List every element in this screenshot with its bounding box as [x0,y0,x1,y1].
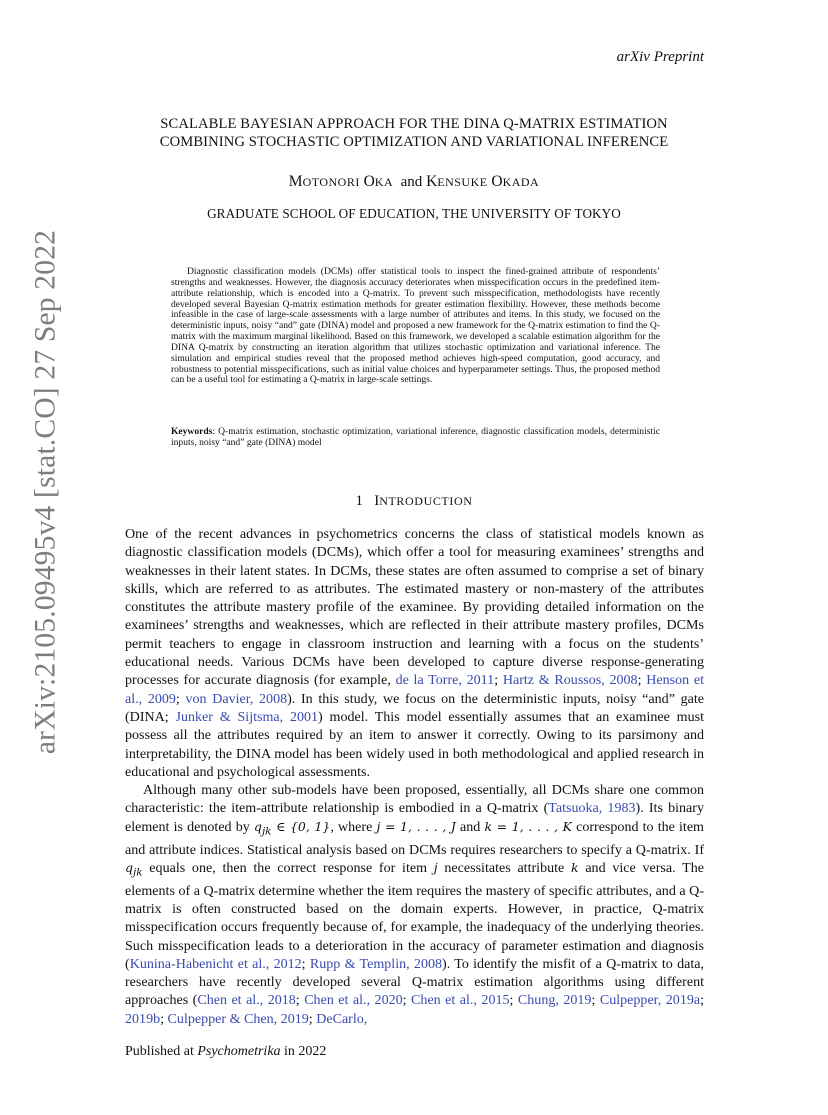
affiliation: GRADUATE SCHOOL OF EDUCATION, THE UNIVERSITY OF TOKYO [207,206,621,221]
keywords-label: Keywords [171,426,213,437]
citation-link[interactable]: Henson et al., 2009 [125,672,704,707]
math-inline: $q_{jk}$ [125,859,143,879]
citation-link[interactable]: Junker & Sijtsma, 2001 [175,708,319,725]
citation-link[interactable]: DeCarlo, [316,1010,368,1027]
citation-link[interactable]: 2019b [125,1010,161,1027]
citation-link[interactable]: Chen et al., 2020 [304,992,403,1009]
citation-link[interactable]: Culpepper, 2019a [599,992,701,1009]
citation-link[interactable]: Tatsuoka, 1983 [548,800,636,817]
citation-link[interactable]: Chen et al., 2015 [411,992,510,1009]
citation-link[interactable]: Rupp & Templin, 2008 [309,955,443,972]
publication-footer: Published at Psychometrika in 2022 [125,1044,327,1059]
math-inline: j [433,859,438,875]
citation-link[interactable]: Chen et al., 2018 [197,992,296,1009]
author-1: MOTONORI OKA [288,173,394,190]
abstract: Diagnostic classification models (DCMs) offer statistical tools to inspect the fined-grained attribute of respondents’ strengths and weaknesses. However, the diagnosis accuracy deteriorates when misspecification occurs in the predefined item-attribute relationship, which is encoded into a Q-matrix. To prevent such misspecification, methodologists have recently developed several Bayesian Q-matrix estimation methods for greater estimation flexibility. However, these methods become infeasible in the case of large-scale assessments with a large number of attributes and items. In this study, we focused on the deterministic inputs, noisy “and” gate (DINA) model and proposed a new framework for the Q-matrix estimation to find the Q-matrix with the maximum marginal likelihood. Based on this framework, we developed a scalable estimation algorithm for the DINA Q-matrix by constructing an iteration algorithm that utilizes stochastic optimization and variational inference. The simulation and empirical studies reveal that the proposed method achieves high-speed computation, good accuracy, and robustness to potential misspecifications, such as initial value choices and hyperparameter settings. Thus, the proposed method can be a useful tool for estimating a Q-matrix in large-scale settings. [171,266,660,386]
paper-title-line-1: SCALABLE BAYESIAN APPROACH FOR THE DINA Q-MATRIX ESTIMATION [160,116,668,132]
paper-title-line-2: COMBINING STOCHASTIC OPTIMIZATION AND VARIATIONAL INFERENCE [159,134,669,150]
author-conjunction: and [400,174,423,190]
math-inline: k = 1, . . . , K [484,818,572,834]
citation-link[interactable]: Kunina-Habenicht et al., 2012 [129,955,302,972]
arxiv-side-stamp: arXiv:2105.09495v4 [stat.CO] 27 Sep 2022 [29,229,62,755]
paragraph-2: Although many other sub-models have been proposed, essentially, all DCMs share one common characteristic: the item-attribute relationship is embodied in a Q-matrix (Tatsuoka, 1983). Its binary element is denoted by $q_{jk}$ ∈ {0, 1}, where j = 1, . . . , J and k = 1, . . . , K correspond to the item and attribute indices. Statistical analysis based on DCMs requires researchers to specify a Q-matrix. If $q_{jk}$ equals one, then the correct response for item j necessitates attribute k and vice versa. The elements of a Q-matrix determine whether the item requires the mastery of specific attributes, and a Q-matrix is often constructed based on the domain experts. However, in practice, Q-matrix misspecification occurs frequently because of, for example, the inadequacy of the underlying theories. Such misspecification leads to a deterioration in the accuracy of parameter estimation and diagnosis (Kunina-Habenicht et al., 2012; Rupp & Templin, 2008). To identify the misfit of a Q-matrix to data, researchers have recently developed several Q-matrix estimation algorithms using different approaches (Chen et al., 2018; Chen et al., 2020; Chen et al., 2015; Chung, 2019; Culpepper, 2019a; 2019b; Culpepper & Chen, 2019; DeCarlo, [125,782,705,1027]
paragraph-1: One of the recent advances in psychometrics concerns the class of statistical models known as diagnostic classification models (DCMs), which offer a tool for measuring examinees’ strengths and weaknesses in their latent states. In DCMs, these states are often assumed to comprise a set of binary skills, which are referred to as attributes. The estimated mastery or non-mastery of the attributes constitutes the attribute mastery profile of the examinee. By providing detailed information on the examinees’ strengths and weaknesses, which are reflected in their attribute mastery profiles, DCMs permit teachers to engage in classroom instruction and learning with a focus on the students’ educational needs. Various DCMs have been developed to capture diverse response-generating processes for accurate diagnosis (for example, de la Torre, 2011; Hartz & Roussos, 2008; Henson et al., 2009; von Davier, 2008). In this study, we focus on the deterministic inputs, noisy “and” gate (DINA; Junker & Sijtsma, 2001) model. This model essentially assumes that an examinee must possess all the attributes required by an item to answer it correctly. Owing to its parsimony and interpretability, the DINA model has been widely used in both methodological and applied research in educational and psychological assessments. [125,526,704,780]
body-text [125,525,704,1028]
running-header: arXiv Preprint [616,49,704,65]
citation-link[interactable]: Chung, 2019 [517,992,592,1009]
citation-link[interactable]: Culpepper & Chen, 2019 [167,1010,309,1027]
math-inline: k [571,859,579,875]
math-inline: $q_{jk}$ ∈ {0, 1} [253,818,331,838]
citation-link[interactable]: von Davier, 2008 [185,690,288,707]
author-2: KENSUKE OKADA [426,173,540,190]
math-inline: j = 1, . . . , J [376,818,456,834]
section-heading: 1 INTRODUCTION [355,493,473,509]
keywords [171,427,660,449]
journal-name: Psychometrika [197,1044,281,1059]
citation-link[interactable]: Hartz & Roussos, 2008 [502,672,638,689]
keywords-text: : Q-matrix estimation, stochastic optimization, variational inference, diagnostic classification models, deterministic inputs, noisy “and” gate (DINA) model [171,426,660,448]
author-list [0,173,828,191]
citation-link[interactable]: de la Torre, 2011 [395,672,495,689]
